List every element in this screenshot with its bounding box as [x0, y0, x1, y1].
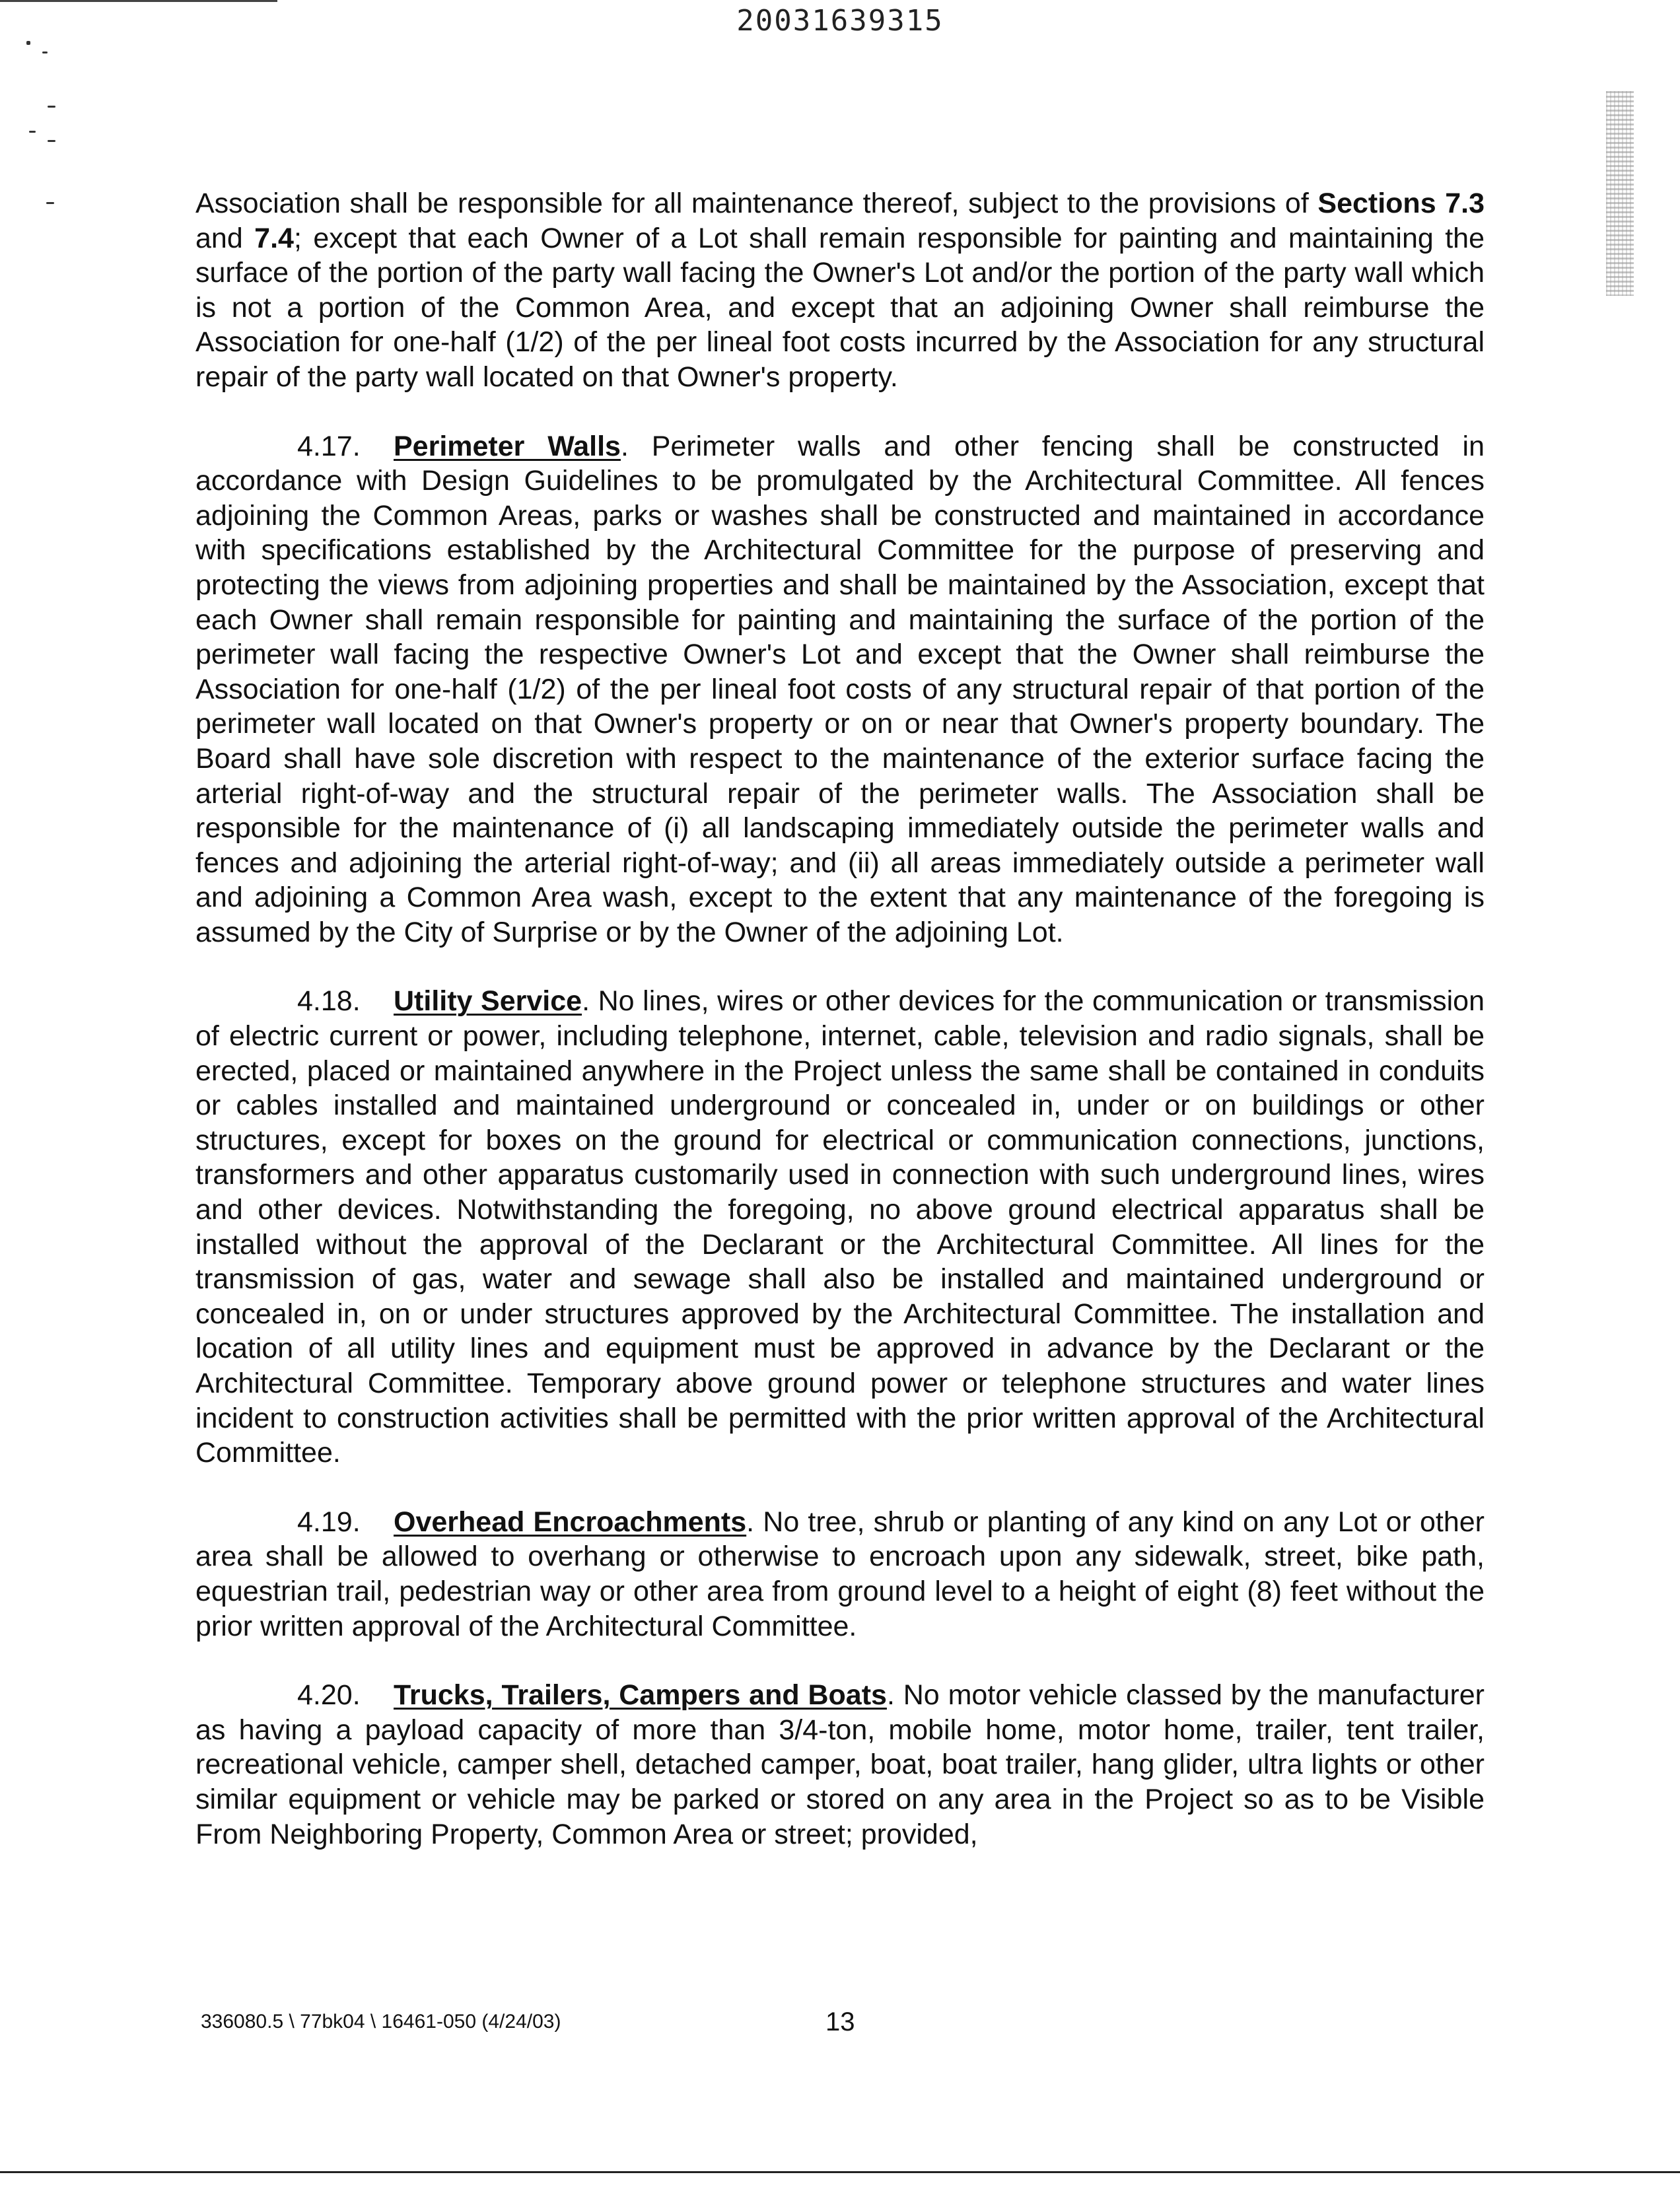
section-4-18-paragraph [195, 984, 1485, 1470]
scan-speck [46, 202, 54, 204]
section-number: 4.17. [297, 430, 361, 462]
scan-speck [48, 140, 55, 142]
intro-text-3: ; except that each Owner of a Lot shall remain responsible for painting and maintaining the surface of the portion of the party wall facing the Owner's Lot and/or the portion of the party wall which is not a portion of the Common Area, and except that an adjoining Owner shall reimburse the Association for one-half (1/2) of the per lineal foot costs incurred by the Association for any structural repair of the party wall located on that Owner's property. [195, 222, 1485, 393]
section-4-19-paragraph [195, 1505, 1485, 1644]
section-body: . No tree, shrub or planting of any kind on any Lot or other area shall be allowed to overhang or otherwise to encroach upon any sidewalk, street, bike path, equestrian trail, pedestrian way or other area from ground level to a height of eight (8) feet without the prior written approval of the Architectural Committee. [195, 1506, 1485, 1642]
side-barcode-stamp [1606, 91, 1634, 296]
section-heading: Overhead Encroachments [394, 1506, 747, 1538]
section-heading: Perimeter Walls [394, 430, 621, 462]
scan-top-rule [0, 0, 277, 2]
intro-text-2: and [195, 222, 255, 254]
section-body: . No motor vehicle classed by the manufacturer as having a payload capacity of more than 3/4-ton, mobile home, motor home, trailer, tent trailer, recreational vehicle, camper shell, detached camper, boat, boat trailer, hang glider, ultra lights or other similar equipment or vehicle may be parked or stored on any area in the Project so as to be Visible From Neighboring Property, Common Area or street; provided, [195, 1679, 1485, 1850]
section-4-20-paragraph [195, 1678, 1485, 1852]
section-body: . Perimeter walls and other fencing shall be constructed in accordance with Design Guidelines to be promulgated by the Architectural Committee. All fences adjoining the Common Areas, parks or washes shall be constructed and maintained in accordance with specifications established by the Architectural Committee for the purpose of preserving and protecting the views from adjoining properties and shall be maintained by the Association, except that each Owner shall remain responsible for painting and maintaining the surface of the portion of the perimeter wall facing the respective Owner's Lot and except that the Owner shall reimburse the Association for one-half (1/2) of the per lineal foot costs of any structural repair of that portion of the perimeter wall located on that Owner's property or on or near that Owner's property boundary. The Board shall have sole discretion with respect to the maintenance of the exterior surface facing the arterial right-of-way and the structural repair of the perimeter walls. The Association shall be responsible for the maintenance of (i) all landscaping immediately outside the perimeter walls and fences and adjoining the arterial right-of-way; and (ii) all areas immediately outside a perimeter wall and adjoining a Common Area wash, except to the extent that any maintenance of the foregoing is assumed by the City of Surprise or by the Owner of the adjoining Lot. [195, 430, 1485, 948]
scan-speck [29, 131, 36, 133]
footer-document-reference: 336080.5 \ 77bk04 \ 16461-050 (4/24/03) [201, 2011, 561, 2032]
page-number: 13 [825, 2007, 855, 2036]
document-body [195, 186, 1485, 1886]
scan-bottom-rule [0, 2171, 1680, 2173]
scan-speck [26, 41, 30, 45]
intro-paragraph [195, 186, 1485, 395]
section-body: . No lines, wires or other devices for the communication or transmission of electric current or power, including telephone, internet, cable, television and radio signals, shall be erected, placed or maintained anywhere in the Project unless the same shall be contained in conduits or cables installed and maintained underground or concealed in, under or on buildings or other structures, except for boxes on the ground for electrical or communication connections, junctions, transformers and other apparatus customarily used in connection with such underground lines, wires and other devices. Notwithstanding the foregoing, no above ground electrical apparatus shall be installed without the approval of the Declarant or the Architectural Committee. All lines for the transmission of gas, water and sewage shall also be installed and maintained underground or concealed in, on or under structures approved by the Architectural Committee. The installation and location of all utility lines and equipment must be approved in advance by the Declarant or the Architectural Committee. Temporary above ground power or telephone structures and water lines incident to construction activities shall be permitted with the prior written approval of the Architectural Committee. [195, 985, 1485, 1469]
scan-speck [48, 106, 55, 108]
intro-text-1: Association shall be responsible for all maintenance thereof, subject to the provisions of [195, 188, 1318, 219]
scan-speck [42, 52, 48, 53]
section-reference: 7.4 [254, 222, 294, 254]
section-number: 4.18. [297, 985, 361, 1018]
section-number: 4.20. [297, 1679, 361, 1712]
section-4-17-paragraph [195, 429, 1485, 950]
section-heading: Trucks, Trailers, Campers and Boats [394, 1679, 887, 1712]
section-number: 4.19. [297, 1506, 361, 1538]
section-reference: Sections 7.3 [1317, 188, 1485, 219]
document-id-stamp: 20031639315 [736, 4, 944, 38]
section-heading: Utility Service [394, 985, 582, 1018]
